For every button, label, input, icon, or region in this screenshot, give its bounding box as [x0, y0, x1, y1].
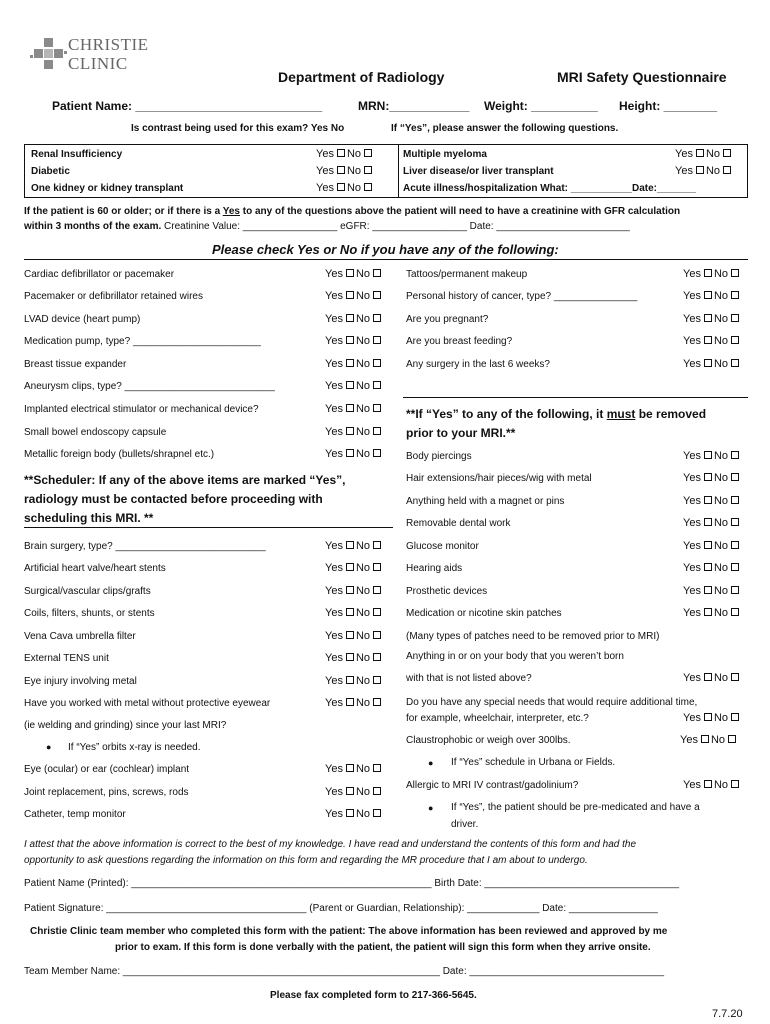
left-question-item: Eye (ocular) or ear (cochlear) implant — [24, 764, 190, 775]
yes-no-checkbox[interactable]: Yes No — [325, 630, 383, 642]
weight-field[interactable]: Weight: __________ — [484, 99, 598, 113]
yes-no-checkbox[interactable]: Yes No — [683, 450, 741, 462]
form-title: MRI Safety Questionnaire — [557, 69, 727, 85]
attestation-line2: opportunity to ask questions regarding the information on this form and regarding the MR procedure that I am about to undergo. — [24, 855, 588, 866]
right-question-item: Are you pregnant? — [406, 314, 489, 325]
contrast-followup: If “Yes”, please answer the following questions. — [391, 123, 619, 134]
yes-no-checkbox[interactable]: Yes No — [683, 495, 741, 507]
allergic-note-line2: driver. — [451, 819, 479, 830]
yes-no-checkbox[interactable]: Yes No — [683, 472, 741, 484]
special-needs-line2: for example, wheelchair, interpreter, etc.? — [406, 713, 589, 724]
yes-no-checkbox[interactable]: Yes No — [325, 808, 383, 820]
patches-note: (Many types of patches need to be removed prior to MRI) — [406, 631, 660, 642]
yes-no-checkbox[interactable]: Yes No — [683, 607, 741, 619]
left-question-item: Medication pump, type? _______________________ — [24, 336, 261, 347]
scheduler-note-line2: radiology must be contacted before proceeding with — [24, 492, 323, 506]
yes-no-checkbox[interactable]: Yes No — [683, 517, 741, 529]
yes-no-checkbox[interactable]: Yes No — [683, 712, 741, 724]
scheduler-divider — [24, 527, 393, 528]
left-question-item: Small bowel endoscopy capsule — [24, 427, 167, 438]
yes-no-checkbox[interactable]: Yes No — [325, 335, 383, 347]
right-question-item: Medication or nicotine skin patches — [406, 608, 562, 619]
yes-no-checkbox[interactable]: Yes No — [325, 607, 383, 619]
claustrophobic-note: If “Yes” schedule in Urbana or Fields. — [451, 757, 616, 768]
yes-no-checkbox[interactable]: Yes No — [325, 380, 383, 392]
right-question-item: Anything held with a magnet or pins — [406, 496, 565, 507]
right-question-item: Hair extensions/hair pieces/wig with metal — [406, 473, 592, 484]
table-item-diabetic: Diabetic — [31, 166, 70, 177]
yes-no-checkbox[interactable]: Yes No — [683, 268, 741, 280]
yes-no-checkbox[interactable]: Yes No — [683, 335, 741, 347]
left-question-item: Breast tissue expander — [24, 359, 127, 370]
eyewear-continuation: (ie welding and grinding) since your last MRI? — [24, 720, 227, 731]
anything-line1: Anything in or on your body that you weren’t born — [406, 651, 624, 662]
creatinine-instruction: If the patient is 60 or older; or if there is a Yes to any of the questions above the patient will need to have a creatinine with GFR calculation — [24, 206, 681, 217]
yes-no-checkbox[interactable]: Yes No — [325, 652, 383, 664]
left-question-item: Metallic foreign body (bullets/shrapnel etc.) — [24, 449, 215, 460]
table-item-renal: Renal Insufficiency — [31, 149, 123, 160]
table-item-myeloma: Multiple myeloma — [403, 149, 487, 160]
left-question-item: Artificial heart valve/heart stents — [24, 563, 166, 574]
creatinine-fields[interactable]: within 3 months of the exam. Creatinine Value: _________________ eGFR: _________________ Date: ________________________ — [24, 221, 630, 232]
table-item-liver: Liver disease/or liver transplant — [403, 166, 554, 177]
left-question-item: Pacemaker or defibrillator retained wires — [24, 291, 203, 302]
claustrophobic-item: Claustrophobic or weigh over 300lbs. — [406, 735, 571, 746]
yes-no-checkbox[interactable]: Yes No — [325, 697, 383, 709]
yes-no-checkbox[interactable]: Yes No — [683, 358, 741, 370]
yes-no-checkbox[interactable]: Yes No — [675, 148, 733, 160]
right-question-item: Body piercings — [406, 451, 472, 462]
right-question-item: Personal history of cancer, type? _______________ — [406, 291, 638, 302]
yes-no-checkbox[interactable]: Yes No — [325, 763, 383, 775]
left-question-item: Vena Cava umbrella filter — [24, 631, 136, 642]
logo-text-line2: CLINIC — [68, 54, 128, 73]
yes-no-checkbox[interactable]: Yes No — [683, 585, 741, 597]
yes-no-checkbox[interactable]: Yes No — [325, 313, 383, 325]
right-question-item: Prosthetic devices — [406, 586, 488, 597]
yes-no-checkbox[interactable]: Yes No — [316, 182, 374, 194]
right-question-item: Are you breast feeding? — [406, 336, 513, 347]
yes-no-checkbox[interactable]: Yes No — [683, 779, 741, 791]
left-question-item: Aneurysm clips, type? ___________________________ — [24, 381, 275, 392]
left-question-item: External TENS unit — [24, 653, 109, 664]
left-question-item: Brain surgery, type? ___________________________ — [24, 541, 266, 552]
department-title: Department of Radiology — [278, 69, 445, 85]
right-question-item: Removable dental work — [406, 518, 511, 529]
allergic-item: Allergic to MRI IV contrast/gadolinium? — [406, 780, 579, 791]
left-question-item: LVAD device (heart pump) — [24, 314, 141, 325]
fax-instruction: Please fax completed form to 217-366-5645. — [270, 990, 477, 1001]
printed-name-field[interactable]: Patient Name (Printed): ______________________________________________________ Birth Date: ___________________________________ — [24, 878, 680, 889]
team-member-field[interactable]: Team Member Name: _________________________________________________________ Date: ___________________________________ — [24, 966, 665, 977]
left-question-item: Cardiac defibrillator or pacemaker — [24, 269, 175, 280]
yes-no-checkbox[interactable]: Yes No — [325, 358, 383, 370]
yes-no-checkbox[interactable]: Yes No — [683, 290, 741, 302]
anything-line2: with that is not listed above? — [406, 673, 532, 684]
yes-no-checkbox[interactable]: Yes No — [683, 562, 741, 574]
contrast-question[interactable]: Is contrast being used for this exam? Yes No — [131, 123, 345, 134]
yes-no-checkbox[interactable]: Yes No — [680, 734, 738, 746]
team-note-line2: prior to exam. If this form is done verbally with the patient, the patient will sign this form when they arrive onsite. — [115, 942, 651, 953]
yes-no-checkbox[interactable]: Yes No — [675, 165, 733, 177]
removal-heading-line2: prior to your MRI.** — [406, 426, 516, 440]
mrn-field[interactable]: MRN:____________ — [358, 99, 470, 113]
bullet-icon: ● — [428, 803, 434, 813]
right-question-item: Tattoos/permanent makeup — [406, 269, 528, 280]
attestation-line1: I attest that the above information is correct to the best of my knowledge. I have read and understand the contents of this form and had the — [24, 839, 637, 850]
check-heading: Please check Yes or No if you have any of the following: — [212, 242, 559, 257]
left-question-item: Coils, filters, shunts, or stents — [24, 608, 155, 619]
bullet-icon: ● — [428, 758, 434, 768]
allergic-note-line1: If “Yes”, the patient should be pre-medicated and have a — [451, 802, 700, 813]
table-item-acute-illness[interactable]: Acute illness/hospitalization What: ___________Date:_______ — [403, 183, 696, 194]
yes-no-checkbox[interactable]: Yes No — [316, 165, 374, 177]
height-field[interactable]: Height: ________ — [619, 99, 718, 113]
orbits-note: If “Yes” orbits x-ray is needed. — [68, 742, 201, 753]
logo-text-line1: CHRISTIE — [68, 35, 149, 54]
left-question-item: Joint replacement, pins, screws, rods — [24, 787, 189, 798]
right-question-item: Hearing aids — [406, 563, 463, 574]
left-question-item: Eye injury involving metal — [24, 676, 137, 687]
yes-no-checkbox[interactable]: Yes No — [325, 786, 383, 798]
removal-divider — [403, 397, 748, 398]
removal-heading: **If “Yes” to any of the following, it must be removed — [406, 407, 707, 421]
yes-no-checkbox[interactable]: Yes No — [325, 290, 383, 302]
scheduler-note-line1: **Scheduler: If any of the above items are marked “Yes”, — [24, 473, 346, 487]
yes-no-checkbox[interactable]: Yes No — [683, 672, 741, 684]
divider — [24, 259, 748, 260]
yes-no-checkbox[interactable]: Yes No — [325, 426, 383, 438]
yes-no-checkbox[interactable]: Yes No — [316, 148, 374, 160]
signature-field[interactable]: Patient Signature: ____________________________________ (Parent or Guardian, Relationship): _____________ Date: ________________ — [24, 903, 658, 914]
yes-no-checkbox[interactable]: Yes No — [325, 585, 383, 597]
yes-no-checkbox[interactable]: Yes No — [325, 403, 383, 415]
right-question-item: Glucose monitor — [406, 541, 479, 552]
patient-name-field[interactable]: Patient Name: ____________________________ — [52, 99, 323, 113]
version-label: 7.7.20 — [712, 1008, 743, 1020]
left-question-item: Catheter, temp monitor — [24, 809, 126, 820]
left-question-item: Have you worked with metal without protective eyewear — [24, 698, 271, 709]
yes-no-checkbox[interactable]: Yes No — [683, 540, 741, 552]
special-needs-line1: Do you have any special needs that would require additional time, — [406, 697, 698, 708]
team-note-line1: Christie Clinic team member who completed this form with the patient: The above information has been reviewed and approved by me — [30, 926, 668, 937]
bullet-icon: ● — [46, 742, 52, 752]
yes-no-checkbox[interactable]: Yes No — [325, 268, 383, 280]
yes-no-checkbox[interactable]: Yes No — [325, 448, 383, 460]
yes-no-checkbox[interactable]: Yes No — [683, 313, 741, 325]
left-question-item: Surgical/vascular clips/grafts — [24, 586, 151, 597]
right-question-item: Any surgery in the last 6 weeks? — [406, 359, 550, 370]
yes-no-checkbox[interactable]: Yes No — [325, 675, 383, 687]
yes-no-checkbox[interactable]: Yes No — [325, 562, 383, 574]
scheduler-note-line3: scheduling this MRI. ** — [24, 511, 154, 525]
table-item-kidney: One kidney or kidney transplant — [31, 183, 184, 194]
yes-no-checkbox[interactable]: Yes No — [325, 540, 383, 552]
left-question-item: Implanted electrical stimulator or mechanical device? — [24, 404, 259, 415]
